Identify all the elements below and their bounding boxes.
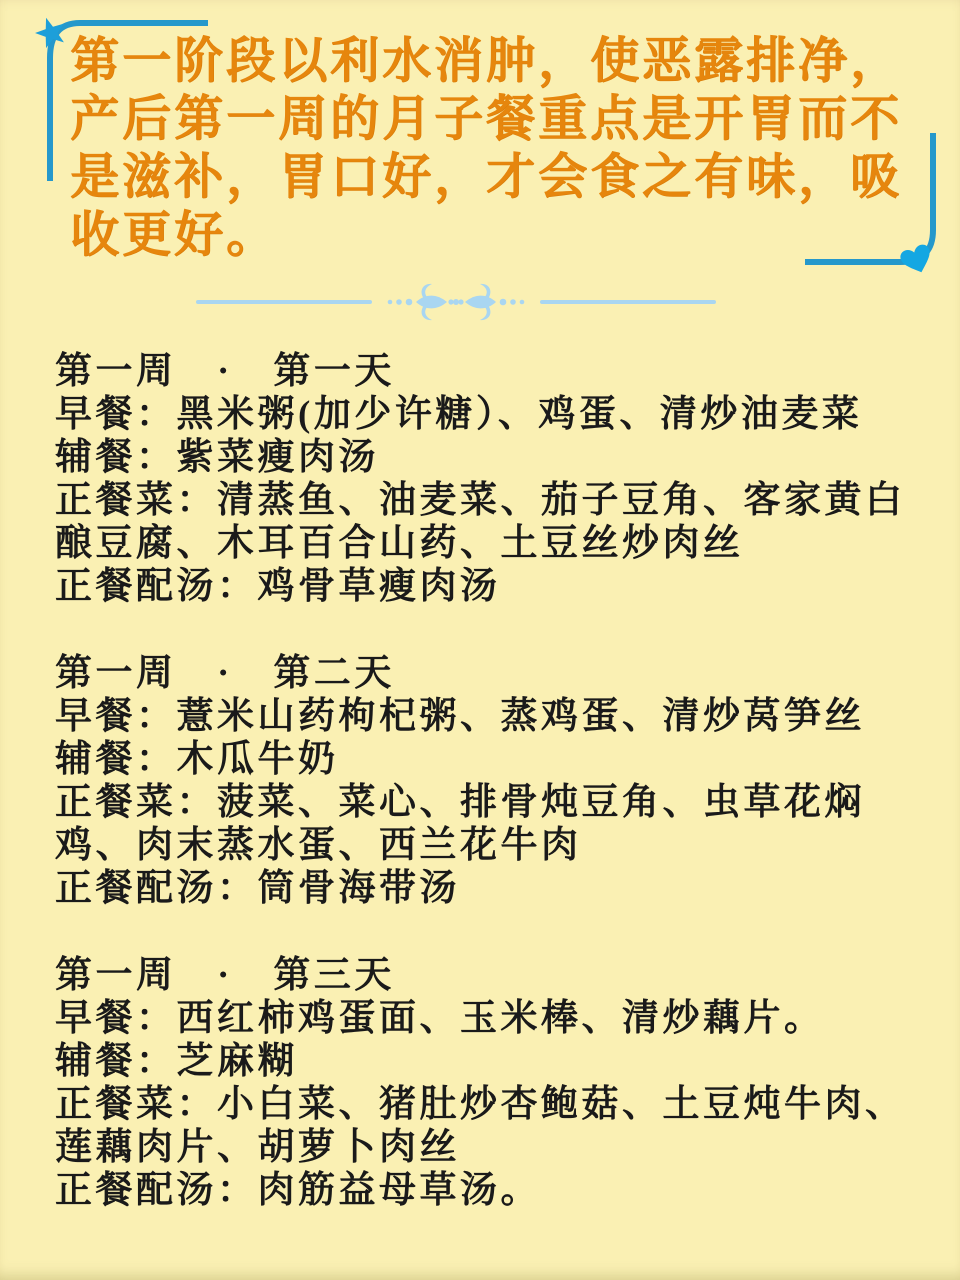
meal-line-snack: 辅餐：芝麻糊 (55, 1041, 298, 1082)
day-title: 第一周 · 第三天 (55, 955, 395, 996)
meal-line-soup: 正餐配汤：筒骨海带汤 (55, 868, 460, 909)
meal-line-snack: 辅餐：紫菜瘦肉汤 (55, 437, 379, 478)
divider-left-fleur (416, 284, 454, 320)
day-title: 第一周 · 第一天 (55, 351, 395, 392)
meal-line-breakfast: 早餐：西红柿鸡蛋面、玉米棒、清炒藕片。 (55, 998, 825, 1039)
intro-paragraph (70, 32, 936, 264)
day-section (55, 652, 917, 910)
meal-line-snack: 辅餐：木瓜牛奶 (55, 739, 339, 780)
meal-line-soup: 正餐配汤：鸡骨草瘦肉汤 (55, 566, 501, 607)
meal-line-main-dishes: 正餐菜：菠菜、菜心、排骨炖豆角、虫草花焖鸡、肉末蒸水蛋、西兰花牛肉 (55, 782, 865, 866)
intro-line: 收更好。 (70, 207, 279, 262)
ornamental-divider (194, 283, 718, 323)
day-section (55, 954, 917, 1212)
day-title: 第一周 · 第二天 (55, 653, 395, 694)
meal-line-breakfast: 早餐：黑米粥(加少许糖）、鸡蛋、清炒油麦菜 (55, 394, 863, 435)
divider-right-line (540, 300, 716, 304)
intro-line: 是滋补，胃口好，才会食之有味，吸 (70, 149, 903, 204)
meal-line-soup: 正餐配汤：肉筋益母草汤。 (55, 1170, 541, 1211)
divider-left-line (196, 300, 372, 304)
meal-line-breakfast: 早餐：薏米山药枸杞粥、蒸鸡蛋、清炒莴笋丝 (55, 696, 865, 737)
divider-right-fleur (458, 284, 496, 320)
meal-plan (55, 350, 917, 1256)
day-section (55, 350, 917, 608)
meal-line-main-dishes: 正餐菜：清蒸鱼、油麦菜、茄子豆角、客家黄白酿豆腐、木耳百合山药、土豆丝炒肉丝 (55, 480, 906, 564)
intro-line: 产后第一周的月子餐重点是开胃而不 (70, 91, 903, 146)
intro-line: 第一阶段以利水消肿，使恶露排净， (70, 33, 903, 88)
meal-line-main-dishes: 正餐菜：小白菜、猪肚炒杏鲍菇、土豆炖牛肉、莲藕肉片、胡萝卜肉丝 (55, 1084, 906, 1168)
